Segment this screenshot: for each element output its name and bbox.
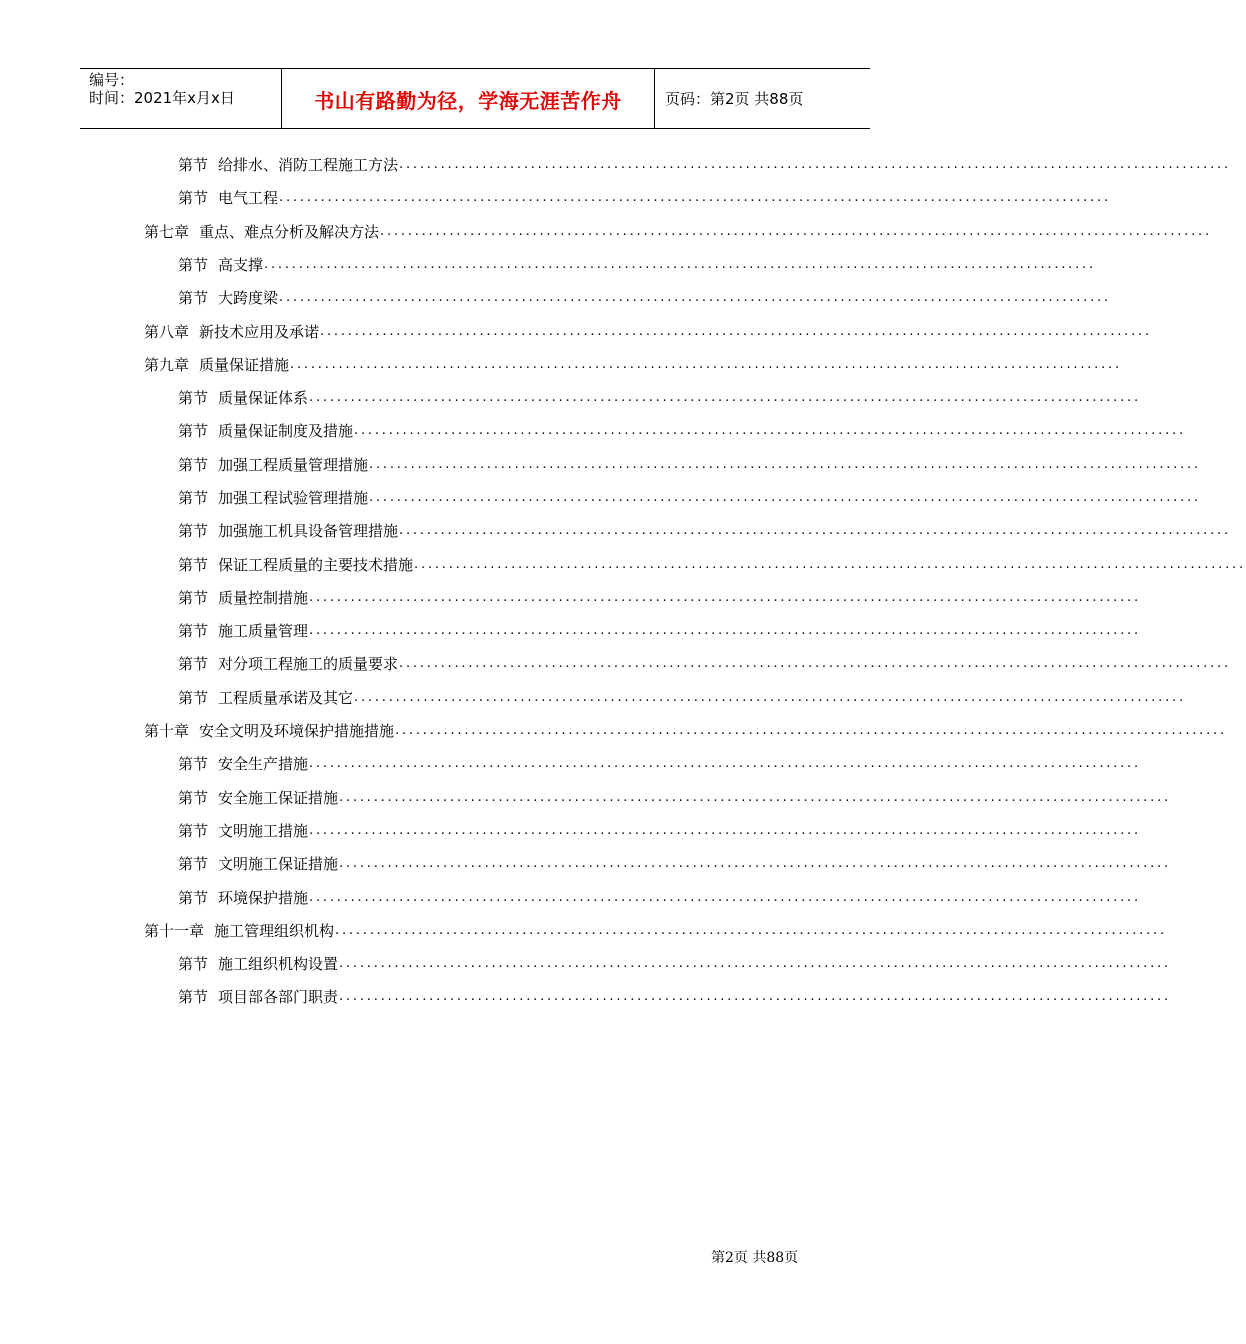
- motto-text: 书山有路勤为径，学海无涯苦作舟: [314, 89, 622, 113]
- toc-entry-prefix: 第节: [178, 388, 209, 407]
- toc-entry-prefix: 第节: [178, 888, 209, 907]
- toc-entry-title: 对分项工程施工的质量要求: [218, 654, 399, 673]
- toc-dot-leader: ........................................................................................................................: [339, 789, 1171, 805]
- toc-entry-prefix: 第节: [178, 788, 209, 807]
- toc-section-entry[interactable]: [178, 851, 1171, 875]
- toc-dot-leader: ........................................................................................................................: [354, 689, 1186, 705]
- toc-section-entry[interactable]: [178, 452, 1201, 476]
- toc-section-entry[interactable]: [178, 252, 1096, 276]
- toc-entry-title: 电气工程: [218, 188, 279, 207]
- page-footer: [711, 1247, 798, 1267]
- toc-entry-title: 文明施工保证措施: [218, 854, 339, 873]
- toc-entry-title: 新技术应用及承诺: [199, 322, 320, 341]
- header-page-cell: [655, 69, 870, 128]
- toc-dot-leader: ........................................................................................................................: [290, 356, 1122, 372]
- page-header: [80, 68, 870, 129]
- toc-entry-title: 质量保证措施: [199, 355, 290, 374]
- toc-dot-leader: ........................................................................................................................: [309, 889, 1141, 905]
- toc-entry-prefix: 第节: [178, 488, 209, 507]
- time-label: 时间：2021年x月x日: [89, 89, 235, 107]
- toc-entry-prefix: 第节: [178, 987, 209, 1006]
- toc-section-entry[interactable]: [178, 418, 1186, 442]
- toc-dot-leader: ........................................................................................................................: [395, 722, 1227, 738]
- toc-entry-prefix: 第八章: [144, 322, 190, 341]
- toc-dot-leader: ........................................................................................................................: [279, 289, 1111, 305]
- footer-page-number: 第2页 共88页: [711, 1250, 799, 1266]
- toc-entry-title: 保证工程质量的主要技术措施: [218, 555, 414, 574]
- toc-section-entry[interactable]: [178, 185, 1111, 209]
- toc-entry-title: 大跨度梁: [218, 288, 279, 307]
- toc-entry-title: 工程质量承诺及其它: [218, 688, 354, 707]
- toc-entry-title: 施工质量管理: [218, 621, 309, 640]
- toc-entry-title: 重点、难点分析及解决方法: [199, 222, 380, 241]
- toc-section-entry[interactable]: [178, 618, 1141, 642]
- toc-chapter-entry[interactable]: [144, 319, 1152, 343]
- toc-dot-leader: ........................................................................................................................: [369, 456, 1201, 472]
- toc-section-entry[interactable]: [178, 951, 1171, 975]
- toc-entry-title: 环境保护措施: [218, 888, 309, 907]
- toc-entry-title: 安全文明及环境保护措施措施: [199, 721, 395, 740]
- toc-entry-title: 施工管理组织机构: [214, 921, 335, 940]
- header-page-info: 页码：第2页 共88页: [665, 90, 804, 108]
- toc-entry-title: 加强工程质量管理措施: [218, 455, 369, 474]
- toc-dot-leader: ........................................................................................................................: [264, 256, 1096, 272]
- toc-dot-leader: ........................................................................................................................: [339, 855, 1171, 871]
- toc-section-entry[interactable]: [178, 552, 1246, 576]
- toc-entry-title: 加强施工机具设备管理措施: [218, 521, 399, 540]
- toc-section-entry[interactable]: [178, 751, 1141, 775]
- toc-entry-prefix: 第节: [178, 754, 209, 773]
- toc-entry-title: 质量保证制度及措施: [218, 421, 354, 440]
- toc-entry-prefix: 第十一章: [144, 921, 205, 940]
- toc-entry-prefix: 第节: [178, 555, 209, 574]
- toc-entry-prefix: 第节: [178, 621, 209, 640]
- toc-section-entry[interactable]: [178, 651, 1231, 675]
- toc-section-entry[interactable]: [178, 785, 1171, 809]
- toc-entry-prefix: 第节: [178, 155, 209, 174]
- toc-dot-leader: ........................................................................................................................: [399, 655, 1231, 671]
- toc-entry-prefix: 第节: [178, 188, 209, 207]
- toc-chapter-entry[interactable]: [144, 718, 1227, 742]
- toc-section-entry[interactable]: [178, 984, 1171, 1008]
- toc-dot-leader: ........................................................................................................................: [339, 955, 1171, 971]
- toc-entry-title: 高支撑: [218, 255, 264, 274]
- toc-dot-leader: ........................................................................................................................: [354, 422, 1186, 438]
- toc-dot-leader: ........................................................................................................................: [309, 822, 1141, 838]
- toc-chapter-entry[interactable]: [144, 918, 1167, 942]
- toc-entry-prefix: 第节: [178, 688, 209, 707]
- toc-entry-title: 质量控制措施: [218, 588, 309, 607]
- toc-dot-leader: ........................................................................................................................: [380, 223, 1212, 239]
- toc-section-entry[interactable]: [178, 518, 1231, 542]
- toc-section-entry[interactable]: [178, 685, 1186, 709]
- toc-dot-leader: ........................................................................................................................: [399, 522, 1231, 538]
- toc-dot-leader: ........................................................................................................................: [414, 556, 1246, 572]
- toc-dot-leader: ........................................................................................................................: [309, 589, 1141, 605]
- toc-entry-prefix: 第节: [178, 821, 209, 840]
- toc-entry-title: 安全施工保证措施: [218, 788, 339, 807]
- code-label: 编号：: [89, 71, 135, 89]
- toc-entry-prefix: 第七章: [144, 222, 190, 241]
- toc-dot-leader: ........................................................................................................................: [309, 622, 1141, 638]
- toc-entry-title: 安全生产措施: [218, 754, 309, 773]
- toc-section-entry[interactable]: [178, 152, 1231, 176]
- toc-entry-prefix: 第节: [178, 421, 209, 440]
- toc-dot-leader: ........................................................................................................................: [309, 389, 1141, 405]
- toc-entry-title: 文明施工措施: [218, 821, 309, 840]
- toc-entry-prefix: 第九章: [144, 355, 190, 374]
- toc-dot-leader: ........................................................................................................................: [279, 189, 1111, 205]
- toc-dot-leader: ........................................................................................................................: [369, 489, 1201, 505]
- toc-dot-leader: ........................................................................................................................: [339, 988, 1171, 1004]
- toc-entry-title: 项目部各部门职责: [218, 987, 339, 1006]
- toc-section-entry[interactable]: [178, 385, 1141, 409]
- toc-section-entry[interactable]: [178, 818, 1141, 842]
- toc-entry-prefix: 第节: [178, 455, 209, 474]
- toc-dot-leader: ........................................................................................................................: [320, 323, 1152, 339]
- toc-section-entry[interactable]: [178, 885, 1141, 909]
- toc-entry-title: 质量保证体系: [218, 388, 309, 407]
- toc-entry-title: 给排水、消防工程施工方法: [218, 155, 399, 174]
- toc-chapter-entry[interactable]: [144, 352, 1122, 376]
- toc-entry-prefix: 第节: [178, 588, 209, 607]
- toc-entry-prefix: 第节: [178, 521, 209, 540]
- toc-dot-leader: ........................................................................................................................: [309, 755, 1141, 771]
- toc-section-entry[interactable]: [178, 485, 1201, 509]
- toc-chapter-entry[interactable]: [144, 219, 1212, 243]
- toc-dot-leader: ........................................................................................................................: [399, 156, 1231, 172]
- toc-entry-title: 加强工程试验管理措施: [218, 488, 369, 507]
- toc-entry-prefix: 第节: [178, 288, 209, 307]
- header-motto-cell: [282, 69, 655, 128]
- toc-entry-prefix: 第十章: [144, 721, 190, 740]
- toc-section-entry[interactable]: [178, 585, 1141, 609]
- toc-entry-prefix: 第节: [178, 854, 209, 873]
- toc-entry-title: 施工组织机构设置: [218, 954, 339, 973]
- toc-entry-prefix: 第节: [178, 954, 209, 973]
- toc-dot-leader: ........................................................................................................................: [335, 922, 1167, 938]
- toc-entry-prefix: 第节: [178, 255, 209, 274]
- toc-entry-prefix: 第节: [178, 654, 209, 673]
- toc-section-entry[interactable]: [178, 285, 1111, 309]
- header-meta: [80, 69, 282, 128]
